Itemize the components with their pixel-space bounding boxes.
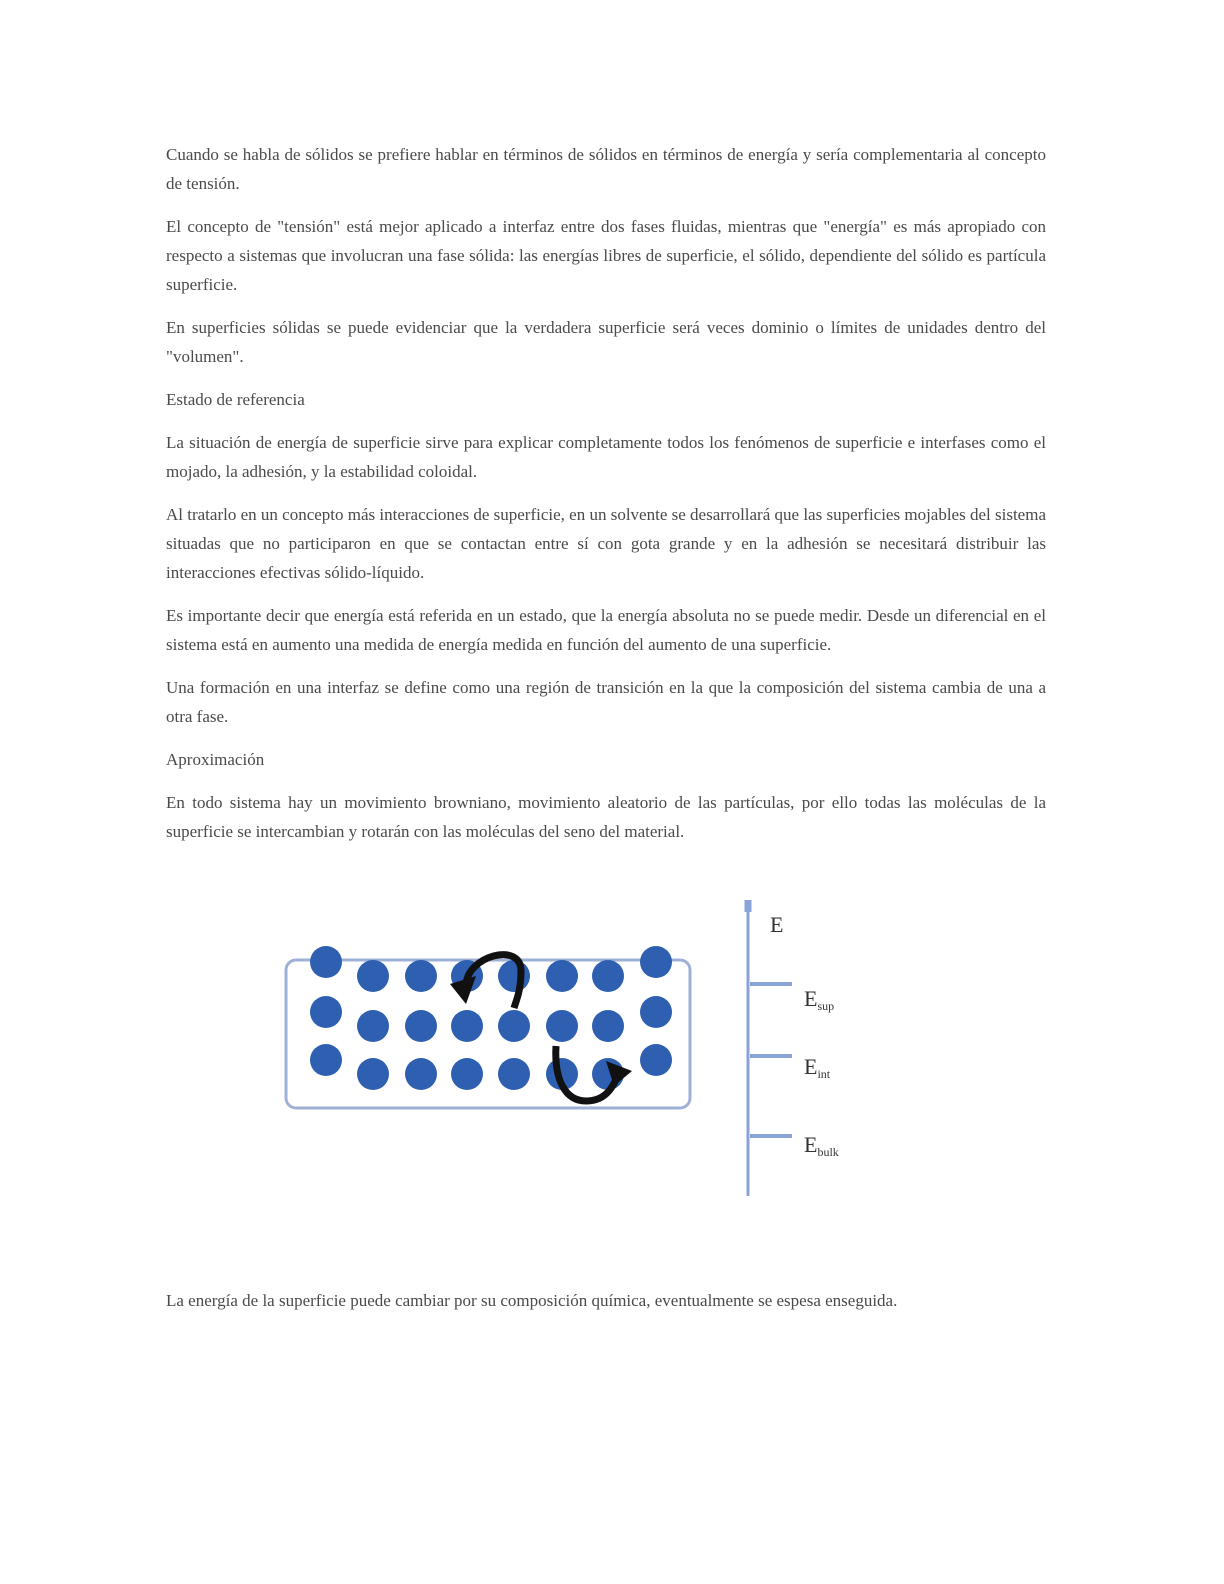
paragraph: La situación de energía de superficie sirve para explicar completamente todos los fenómenos de superficie e interfases como el mojado, la adhesión, y la estabilidad coloidal. [166,433,1046,481]
section-heading: Aproximación [166,750,265,769]
atom-dot [592,960,624,992]
atom-dot [546,960,578,992]
energy-level-label: Eint [804,1054,831,1081]
atom-dot [640,996,672,1028]
atom-dot [405,1058,437,1090]
paragraph: Cuando se habla de sólidos se prefiere hablar en términos de sólidos en términos de energía y sería complementaria al concepto de tensión. [166,145,1046,193]
atom-dot [310,946,342,978]
atom-dot [357,1010,389,1042]
atom-dot [451,1010,483,1042]
atom-dot [357,1058,389,1090]
paragraph: En superficies sólidas se puede evidenciar que la verdadera superficie será veces dominio o límites de unidades dentro del "volumen". [166,318,1046,366]
surface-energy-figure [166,886,1046,1226]
atom-dot [640,1044,672,1076]
paragraph: El concepto de "tensión" está mejor aplicado a interfaz entre dos fases fluidas, mientras que "energía" es más apropiado con respecto a sistemas que involucran una fase sólida: las energías libres de superficie, el sólido, dependiente del sólido es partícula superficie. [166,217,1046,294]
atom-dot [310,1044,342,1076]
paragraph: Una formación en una interfaz se define como una región de transición en la que la composición del sistema cambia de una a otra fase. [166,678,1046,726]
atom-dot [498,1010,530,1042]
energy-level-label: Ebulk [804,1132,839,1159]
atom-dot [546,1010,578,1042]
atom-dot [592,1010,624,1042]
document-body [166,140,1046,1329]
atom-dot [357,960,389,992]
energy-axis-label: E [770,912,784,937]
atom-dot [310,996,342,1028]
figure-svg [166,886,1046,1226]
paragraph: Es importante decir que energía está referida en un estado, que la energía absoluta no se puede medir. Desde un diferencial en el sistema está en aumento una medida de energía medida en función del aumento de una superficie. [166,606,1046,654]
lattice-frame [286,960,690,1108]
paragraph: Al tratarlo en un concepto más interacciones de superficie, en un solvente se desarrollará que las superficies mojables del sistema situadas que no participaron en que se contactan entre sí con gota grande y en la adhesión se necesitará distribuir las interacciones efectivas sólido-líquido. [166,505,1046,582]
atom-dot [405,1010,437,1042]
atom-dot [405,960,437,992]
atom-dot [640,946,672,978]
atom-dot [451,1058,483,1090]
paragraph: En todo sistema hay un movimiento browniano, movimiento aleatorio de las partículas, por ello todas las moléculas de la superficie se intercambian y rotarán con las moléculas del seno del material. [166,793,1046,841]
closing-paragraph: La energía de la superficie puede cambiar por su composición química, eventualmente se espesa enseguida. [166,1291,898,1310]
atom-dot [498,960,530,992]
energy-level-label: Esup [804,986,835,1013]
section-heading: Estado de referencia [166,390,305,409]
atom-dot [498,1058,530,1090]
